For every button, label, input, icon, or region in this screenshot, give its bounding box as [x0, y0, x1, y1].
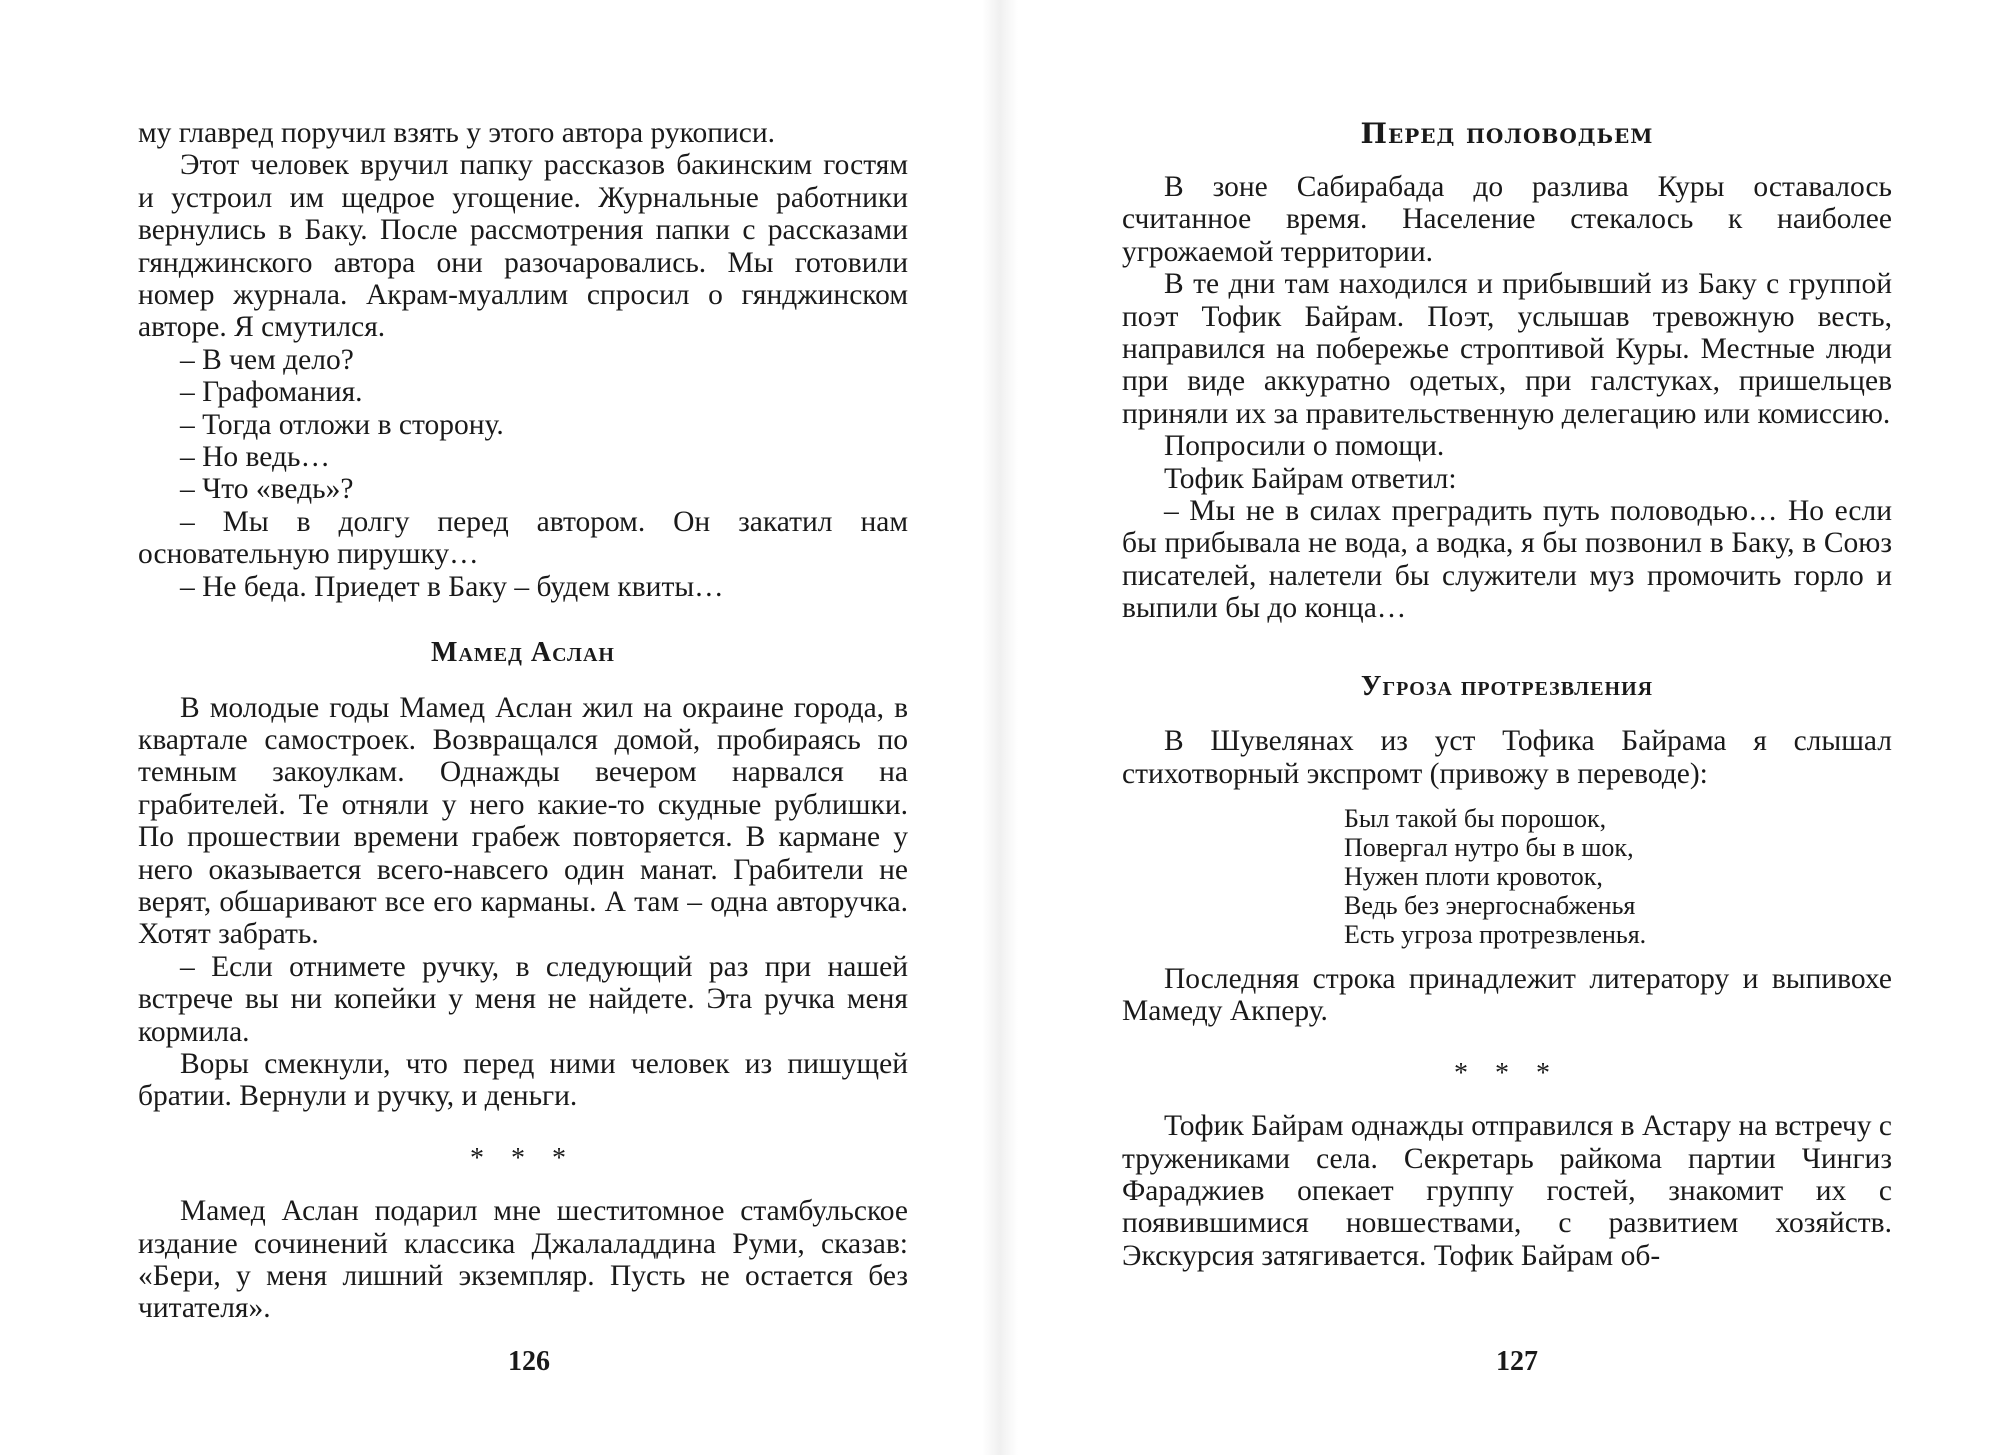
section-heading: Мамед Аслан: [431, 637, 615, 669]
paragraph: – Если отнимете ручку, в следующий раз при нашей встрече вы ни копейки у меня не найдете. Эта ручка меня кормила.: [138, 950, 908, 1048]
section-divider: * * *: [470, 1142, 576, 1174]
paragraph: В молодые годы Мамед Аслан жил на окраине города, в квартале самостроек. Возвращался домой, пробираясь по темным закоулкам. Однажды вечером нарвался на грабителей. Те отняли у него какие-то скудные рублишки. По прошествии времени грабеж повторяется. В кармане у него оказывается всего-навсего один манат. Грабители не верят, обшаривают все его карманы. А там – одна авторучка. Хотят забрать.: [138, 691, 908, 951]
dialogue-line: – Тогда отложи в сторону.: [180, 408, 504, 441]
paragraph: Попросили о помощи.: [1164, 430, 1445, 463]
section-divider: * * *: [1454, 1057, 1560, 1089]
left-page-text: [138, 117, 908, 1325]
page-number: 126: [508, 1346, 550, 1377]
poem-line: Ведь без энергоснабженья: [1344, 890, 1636, 920]
dialogue-line: – Но ведь…: [180, 441, 330, 474]
section-heading: Угроза протрезвления: [1360, 670, 1654, 702]
paragraph: Этот человек вручил папку рассказов бакинским гостям и устроил им щедрое угощение. Журнальные работники вернулись в Баку. После рассмотрения папки с рассказами гянджинского автора они разочаровались. Мы готовили номер журнала. Акрам-муаллим спросил о гянджинском авторе. Я смутился.: [138, 149, 908, 344]
paragraph: В зоне Сабирабада до разлива Куры оставалось считанное время. Население стекалось к наиболее угрожаемой территории.: [1122, 171, 1892, 268]
paragraph: Тофик Байрам ответил:: [1164, 462, 1457, 495]
dialogue-line: – Графомания.: [180, 376, 363, 409]
poem: [1344, 804, 1892, 949]
dialogue-line: – Не беда. Приедет в Баку – будем квиты…: [180, 570, 724, 603]
paragraph: В Шувелянах из уст Тофика Байрама я слышал стихотворный экспромт (привожу в переводе):: [1122, 725, 1892, 790]
dialogue-line: – В чем дело?: [180, 343, 354, 376]
dialogue-line: – Что «ведь»?: [180, 473, 354, 506]
paragraph: Мамед Аслан подарил мне шеститомное стамбульское издание сочинений классика Джалаладдина Руми, сказав: «Бери, у меня лишний экземпляр. Пусть не остается без читателя».: [138, 1195, 908, 1325]
right-page-text: [1122, 171, 1892, 1272]
section-heading: Перед половодьем: [1360, 117, 1654, 150]
dialogue-line: – Мы не в силах преградить путь половодью… Но если бы прибывала не вода, а водка, я бы позвонил в Баку, в Союз писателей, налетели бы служители муз промочить горло и выпили бы до конца…: [1122, 495, 1892, 625]
paragraph: Последняя строка принадлежит литератору и выпивохе Мамеду Акперу.: [1122, 962, 1892, 1028]
page-number: 127: [1496, 1346, 1538, 1377]
poem-line: Есть угроза протрезвленья.: [1344, 919, 1647, 949]
poem-line: Нужен плоти кровоток,: [1344, 861, 1603, 891]
right-page: [1000, 0, 2000, 1455]
paragraph: В те дни там находился и прибывший из Баку с группой поэт Тофик Байрам. Поэт, услышав тревожную весть, направился на побережье строптивой Куры. Местные люди при виде аккуратно одетых, при галстуках, пришельцев приняли их за правительственную делегацию или комиссию.: [1122, 268, 1892, 430]
dialogue-line: – Мы в долгу перед автором. Он закатил нам основательную пирушку…: [138, 505, 908, 571]
poem-line: Был такой бы порошок,: [1344, 803, 1607, 833]
paragraph: му главред поручил взять у этого автора рукописи.: [138, 117, 776, 149]
paragraph: Воры смекнули, что перед ними человек из пишущей братии. Вернули и ручку, и деньги.: [138, 1047, 908, 1113]
poem-line: Повергал нутро бы в шок,: [1344, 832, 1634, 862]
paragraph: Тофик Байрам однажды отправился в Астару на встречу с тружениками села. Секретарь райкома партии Чингиз Фараджиев опекает группу гостей, знакомит их с появившимися новшествами, с развитием хозяйств. Экскурсия затягивается. Тофик Байрам об-: [1122, 1110, 1892, 1272]
